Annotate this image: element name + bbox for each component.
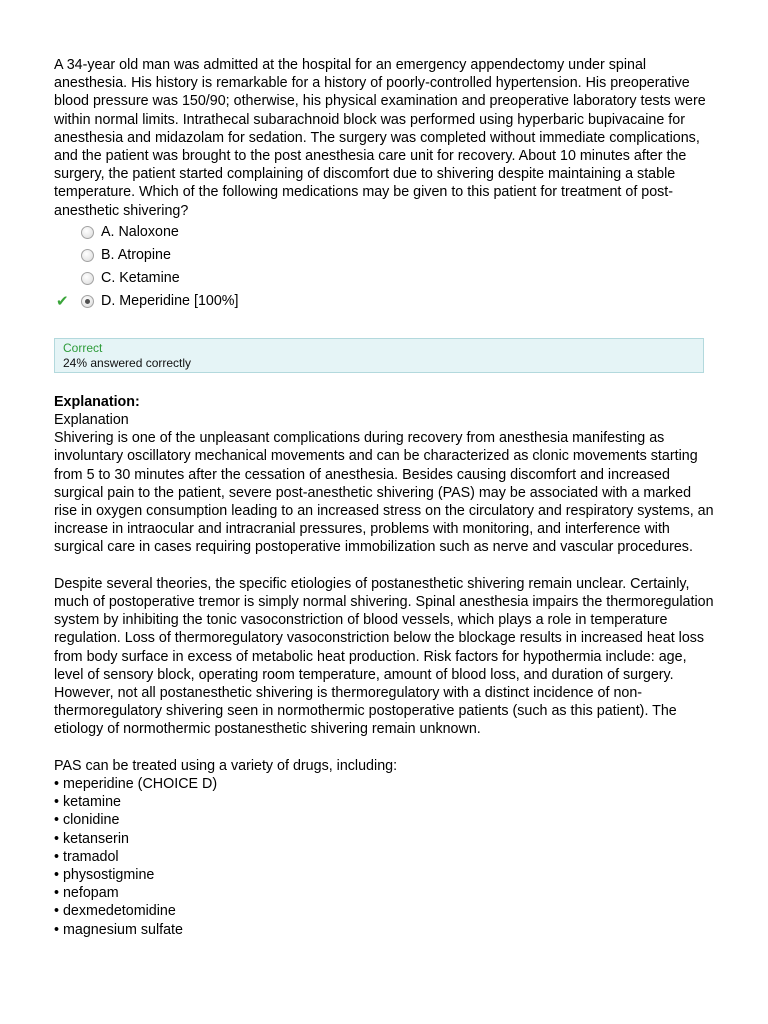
paragraph-spacer — [54, 739, 716, 757]
explanation-heading: Explanation: — [54, 393, 140, 410]
option-b-label: B. Atropine — [101, 246, 171, 263]
question-stem: A 34-year old man was admitted at the hospital for an emergency appendectomy under spinal anesthesia. His history is remarkable for a history of poorly-controlled hypertension. His preoperative blood pressure was 150/90; otherwise, his physical examination and preoperative laboratory tests were within normal limits. Intrathecal subarachnoid block was performed using hyperbaric bupivacaine for anesthesia and midazolam for sedation. The surgery was completed without immediate complications, and the patient was brought to the post anesthesia care unit for recovery. About 10 minutes after the surgery, the patient started complaining of discomfort due to shivering despite maintaining a stable temperature. Which of the following medications may be given to this patient for treatment of post-anesthetic shivering? — [54, 57, 706, 219]
list-item: • physostigmine — [54, 866, 716, 884]
list-item: • tramadol — [54, 848, 716, 866]
paragraph-spacer — [54, 557, 716, 575]
option-c-label: C. Ketamine — [101, 269, 180, 286]
list-item: • ketamine — [54, 793, 716, 811]
explanation-paragraph-2: Despite several theories, the specific etiologies of postanesthetic shivering remain unclear. Certainly, much of postoperative tremor is simply normal shivering. Spinal anesthesia impairs the thermoregulation system by inhibiting the tonic vasoconstriction of blood vessels, which plays a role in temperature regulation. Loss of thermoregulatory vasoconstriction below the blockage results in increased heat loss from body surface in excess of metabolic heat production. Risk factors for hypothermia include: age, level of sensory block, operating room temperature, amount of blood loss, and duration of surgery. However, not all postanesthetic shivering is thermoregulatory with a distinct incidence of non-thermoregulatory shivering seen in normothermic postoperative patients (such as this patient). The etiology of normothermic postanesthetic shivering remain unknown. — [54, 575, 714, 738]
list-item: • meperidine (CHOICE D) — [54, 775, 716, 793]
list-item: • dexmedetomidine — [54, 902, 716, 920]
option-d[interactable] — [54, 290, 716, 313]
radio-option-a[interactable] — [81, 226, 94, 239]
checkmark-icon: ✔ — [56, 292, 69, 310]
radio-option-d[interactable] — [81, 295, 94, 308]
list-item: • ketanserin — [54, 830, 716, 848]
question-page — [54, 56, 716, 939]
feedback-status: Correct — [63, 340, 103, 355]
option-a-label: A. Naloxone — [101, 223, 179, 240]
radio-option-c[interactable] — [81, 272, 94, 285]
option-d-label: D. Meperidine [100%] — [101, 292, 239, 309]
explanation-subheading: Explanation — [54, 412, 129, 429]
radio-option-b[interactable] — [81, 249, 94, 262]
option-a[interactable] — [54, 221, 716, 244]
list-item: • clonidine — [54, 811, 716, 829]
feedback-stats: 24% answered correctly — [63, 355, 192, 370]
option-c[interactable] — [54, 267, 716, 290]
explanation-paragraph-1: Shivering is one of the unpleasant complications during recovery from anesthesia manifesting as involuntary oscillatory mechanical movements and can be characterized as clonic movements starting from 5 to 30 minutes after the cessation of anesthesia. Besides causing discomfort and increased surgical pain to the patient, severe post-anesthetic shivering (PAS) may be associated with a marked rise in oxygen consumption leading to an increased stress on the circulatory and respiratory systems, an increase in intraocular and intracranial pressures, problems with monitoring, and interference with surgical care in cases requiring postoperative immobilization such as nerve and vascular procedures. — [54, 430, 714, 556]
explanation-paragraph-3: PAS can be treated using a variety of drugs, including: — [54, 757, 398, 774]
option-b[interactable] — [54, 244, 716, 267]
answer-options — [54, 221, 716, 313]
drug-list — [54, 775, 716, 939]
answer-feedback-box — [54, 338, 704, 373]
list-item: • magnesium sulfate — [54, 921, 716, 939]
list-item: • nefopam — [54, 884, 716, 902]
